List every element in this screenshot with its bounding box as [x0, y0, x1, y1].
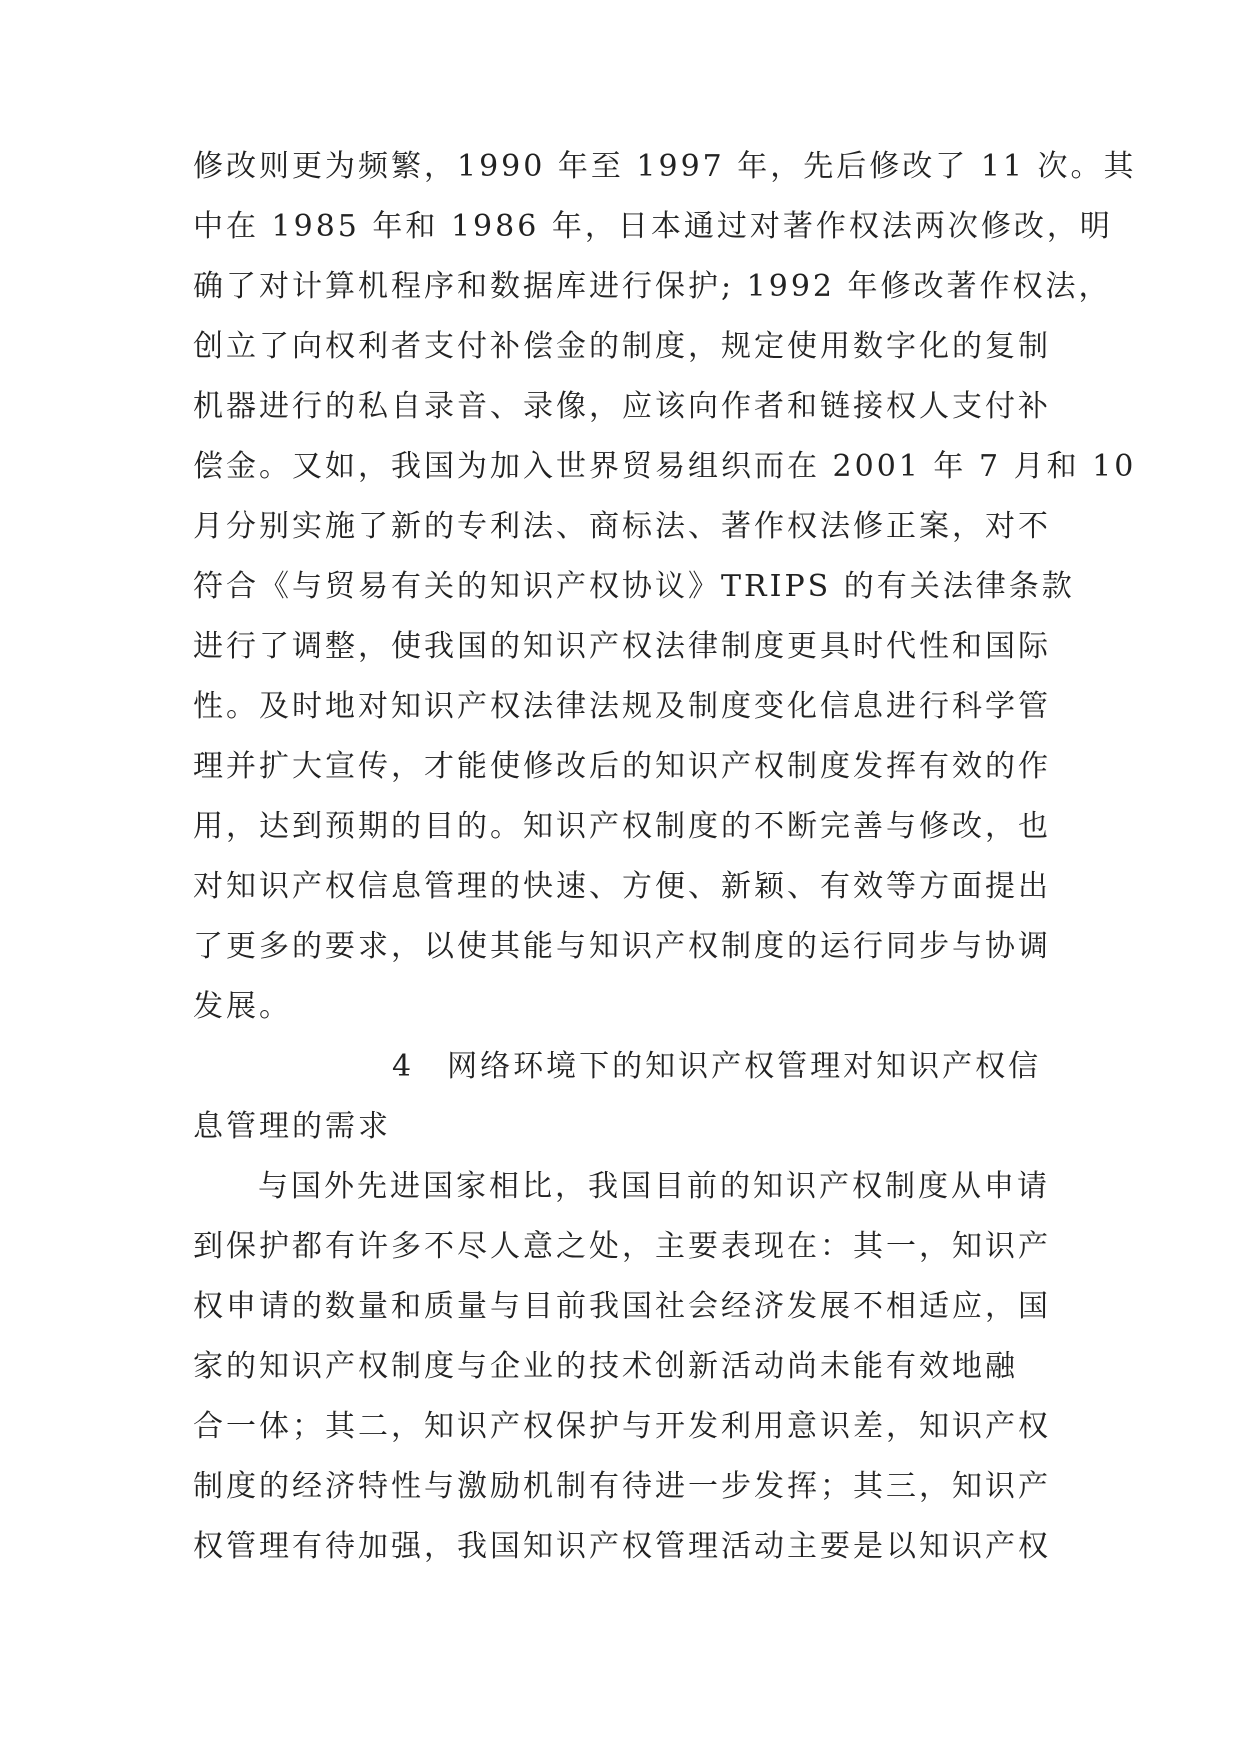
- text-line-7: 月分别实施了新的专利法、商标法、著作权法修正案，对不: [193, 509, 1051, 544]
- text-line-12: 用，达到预期的目的。知识产权制度的不断完善与修改，也: [193, 809, 1051, 844]
- text-line-13: 对知识产权信息管理的快速、方便、新颖、有效等方面提出: [193, 869, 1051, 904]
- text-line-4: 创立了向权利者支付补偿金的制度，规定使用数字化的复制: [193, 329, 1051, 364]
- text-line-23: 制度的经济特性与激励机制有待进一步发挥；其三，知识产: [193, 1469, 1051, 1504]
- text-line-1: 修改则更为频繁，1990 年至 1997 年，先后修改了 11 次。其: [193, 149, 1137, 184]
- text-line-14: 了更多的要求，以使其能与知识产权制度的运行同步与协调: [193, 929, 1051, 964]
- text-line-15: 发展。: [193, 989, 292, 1024]
- section-heading-line-1: 4 网络环境下的知识产权管理对知识产权信: [392, 1049, 1042, 1084]
- text-line-20: 权申请的数量和质量与目前我国社会经济发展不相适应，国: [193, 1289, 1051, 1324]
- text-line-6: 偿金。又如，我国为加入世界贸易组织而在 2001 年 7 月和 10: [193, 449, 1137, 484]
- text-line-8: 符合《与贸易有关的知识产权协议》TRIPS 的有关法律条款: [193, 569, 1075, 604]
- text-line-18: 与国外先进国家相比，我国目前的知识产权制度从申请: [258, 1169, 1050, 1204]
- text-line-11: 理并扩大宣传，才能使修改后的知识产权制度发挥有效的作: [193, 749, 1051, 784]
- text-line-9: 进行了调整，使我国的知识产权法律制度更具时代性和国际: [193, 629, 1051, 664]
- text-line-22: 合一体；其二，知识产权保护与开发利用意识差，知识产权: [193, 1409, 1051, 1444]
- text-line-24: 权管理有待加强，我国知识产权管理活动主要是以知识产权: [193, 1529, 1051, 1564]
- text-line-3: 确了对计算机程序和数据库进行保护; 1992 年修改著作权法，: [193, 269, 1112, 304]
- text-line-10: 性。及时地对知识产权法律法规及制度变化信息进行科学管: [193, 689, 1051, 724]
- text-line-19: 到保护都有许多不尽人意之处，主要表现在：其一，知识产: [193, 1229, 1051, 1264]
- text-line-2: 中在 1985 年和 1986 年，日本通过对著作权法两次修改，明: [193, 209, 1113, 244]
- text-line-5: 机器进行的私自录音、录像，应该向作者和链接权人支付补: [193, 389, 1051, 424]
- section-heading-line-2: 息管理的需求: [193, 1109, 391, 1144]
- text-line-21: 家的知识产权制度与企业的技术创新活动尚未能有效地融: [193, 1349, 1018, 1384]
